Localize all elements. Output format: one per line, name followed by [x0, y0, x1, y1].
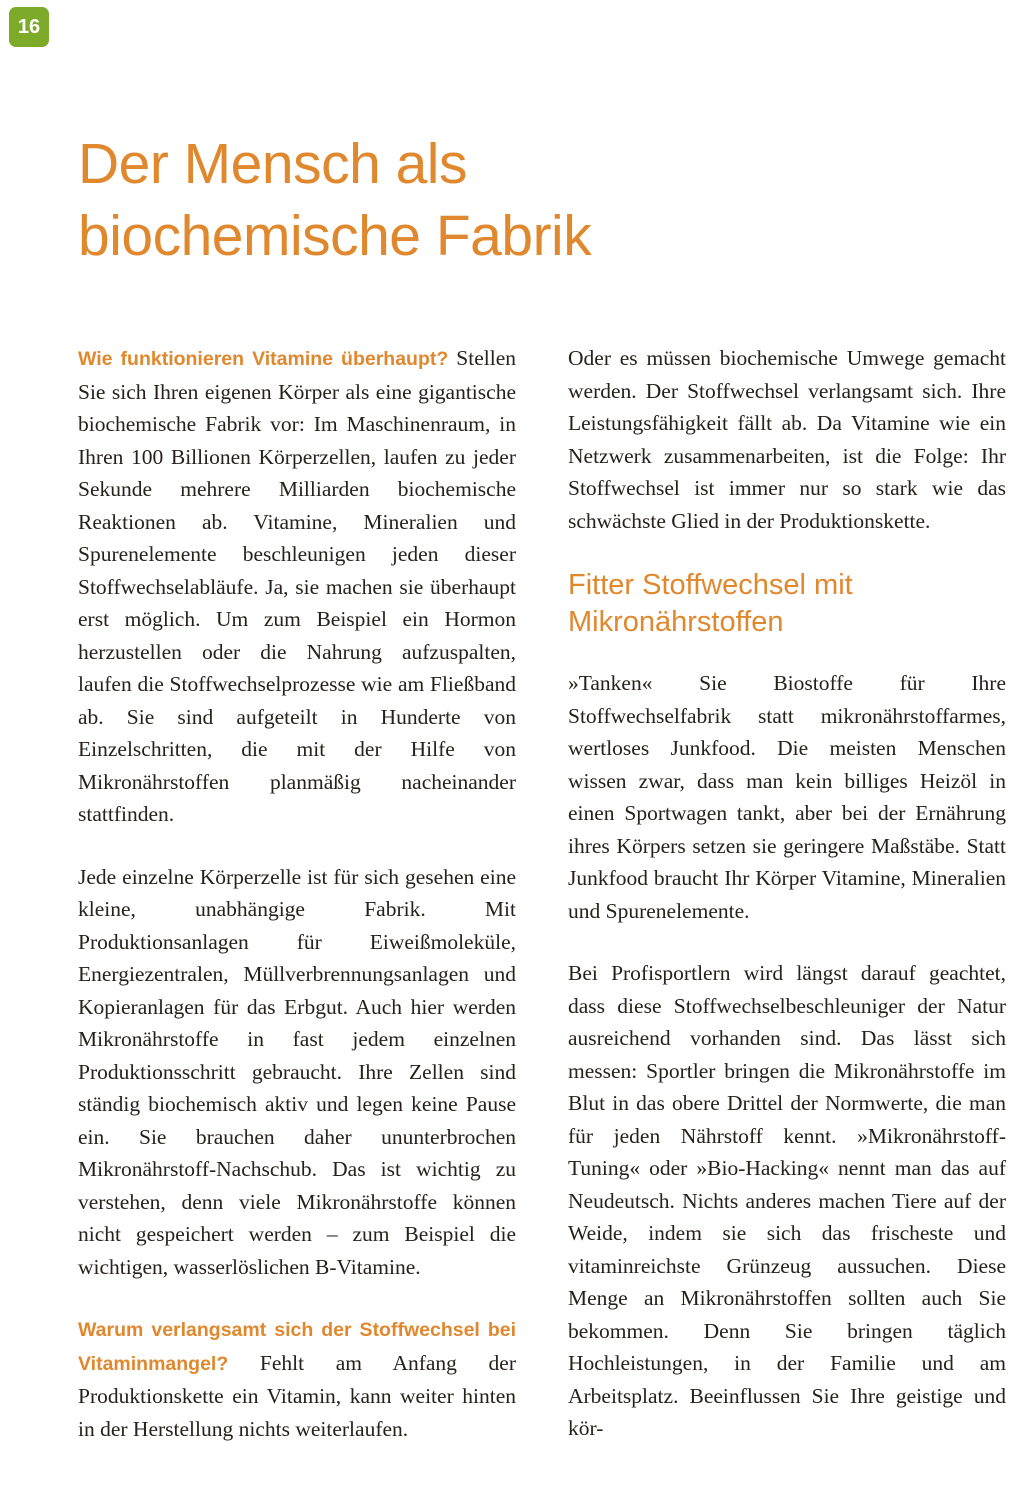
runin-heading-metabolism-slowdown: Warum verlangsamt sich der Stoffwechsel bei Vitaminmangel?	[78, 1319, 516, 1375]
paragraph-tanken-biostoffe: »Tanken« Sie Biostoffe für Ihre Stoffwechselfabrik statt mikronährstoffarmes, wertloses Junkfood. Die meisten Menschen wissen zwar, dass man kein billiges Heizöl in einen Sportwagen tankt, aber bei der Ernährung ihres Körpers setzen sie geringere Maßstäbe. Statt Junkfood braucht Ihr Körper Vitamine, Mineralien und Spurenelemente.	[568, 671, 1006, 923]
paragraph-metabolism-slowdown	[78, 1313, 516, 1445]
left-column	[78, 342, 516, 1475]
runin-heading-how-vitamins-work: Wie funktionieren Vitamine überhaupt?	[78, 348, 449, 370]
section-heading-fitter-stoffwechsel: Fitter Stoffwechsel mit Mikronährstoffen	[568, 569, 853, 638]
page-title-line-1: Der Mensch als	[78, 132, 467, 196]
page-number-badge	[9, 7, 49, 47]
paragraph-continuation: Oder es müssen biochemische Umwege gemacht werden. Der Stoffwechsel verlangsamt sich. Ihre Leistungsfähigkeit fällt ab. Da Vitamine wie ein Netzwerk zusammenarbeiten, ist die Folge: Ihr Stoffwechsel ist immer nur so stark wie das schwächste Glied in der Produktionskette.	[568, 346, 1006, 533]
right-column	[568, 342, 1006, 1475]
paragraph-profisportler: Bei Profisportlern wird längst darauf geachtet, dass diese Stoffwechselbeschleuniger der Natur ausreichend vorhanden sind. Das lässt sich messen: Sportler bringen die Mikronährstoffe im Blut in das obere Drittel der Normwerte, die man für jeden Nährstoff kennt. »Mikronährstoff-Tuning« oder »Bio-Hacking« nennt man das auf Neudeutsch. Nichts anderes machen Tiere auf der Weide, indem sie sich das frischeste und vitaminreichste Grünzeug aussuchen. Diese Menge an Mikronährstoffen sollten auch Sie bekommen. Denn Sie bringen täglich Hochleistungen, in der Familie und am Arbeitsplatz. Beeinflussen Sie Ihre geistige und kör-	[568, 961, 1006, 1440]
paragraph-text-metabolism-slowdown: Fehlt am Anfang der Produktionskette ein Vitamin, kann weiter hinten in der Herstellung nichts weiterlaufen.	[78, 1350, 517, 1441]
paragraph-cell-factory: Jede einzelne Körperzelle ist für sich gesehen eine kleine, unabhängige Fabrik. Mit Produktionsanlagen für Eiweißmoleküle, Energiezentralen, Müllverbrennungsanlagen und Kopieranlagen für das Erbgut. Auch hier werden Mikronährstoffe in fast jedem einzelnen Produktionsschritt gebraucht. Ihre Zellen sind ständig biochemisch aktiv und legen keine Pause ein. Sie brauchen daher ununterbrochen Mikronährstoff-Nachschub. Das ist wichtig zu verstehen, denn viele Mikronährstoffe können nicht gespeichert werden – zum Beispiel die wichtigen, wasserlöslichen B-Vitamine.	[78, 864, 516, 1279]
page-number: 16	[17, 15, 41, 38]
paragraph-how-vitamins-work	[78, 342, 516, 831]
paragraph-text-how-vitamins-work: Stellen Sie sich Ihren eigenen Körper als eine gigantische biochemische Fabrik vor: Im Maschinenraum, in Ihren 100 Billionen Körperzellen, laufen zu jeder Sekunde mehrere Milliarden biochemische Reaktionen ab. Vitamine, Mineralien und Spurenelemente beschleunigen jeden dieser Stoffwechselabläufe. Ja, sie machen sie überhaupt erst möglich. Um zum Beispiel ein Hormon herzustellen oder die Nahrung aufzuspalten, laufen die Stoffwechselprozesse wie am Fließband ab. Sie sind aufgeteilt in Hunderte von Einzelschritten, die mit der Hilfe von Mikronährstoffen planmäßig nacheinander stattfinden.	[78, 346, 516, 826]
book-page	[78, 0, 1006, 1475]
two-column-layout	[78, 342, 1006, 1475]
page-title	[78, 0, 1006, 272]
page-title-line-2: biochemische Fabrik	[78, 204, 592, 268]
